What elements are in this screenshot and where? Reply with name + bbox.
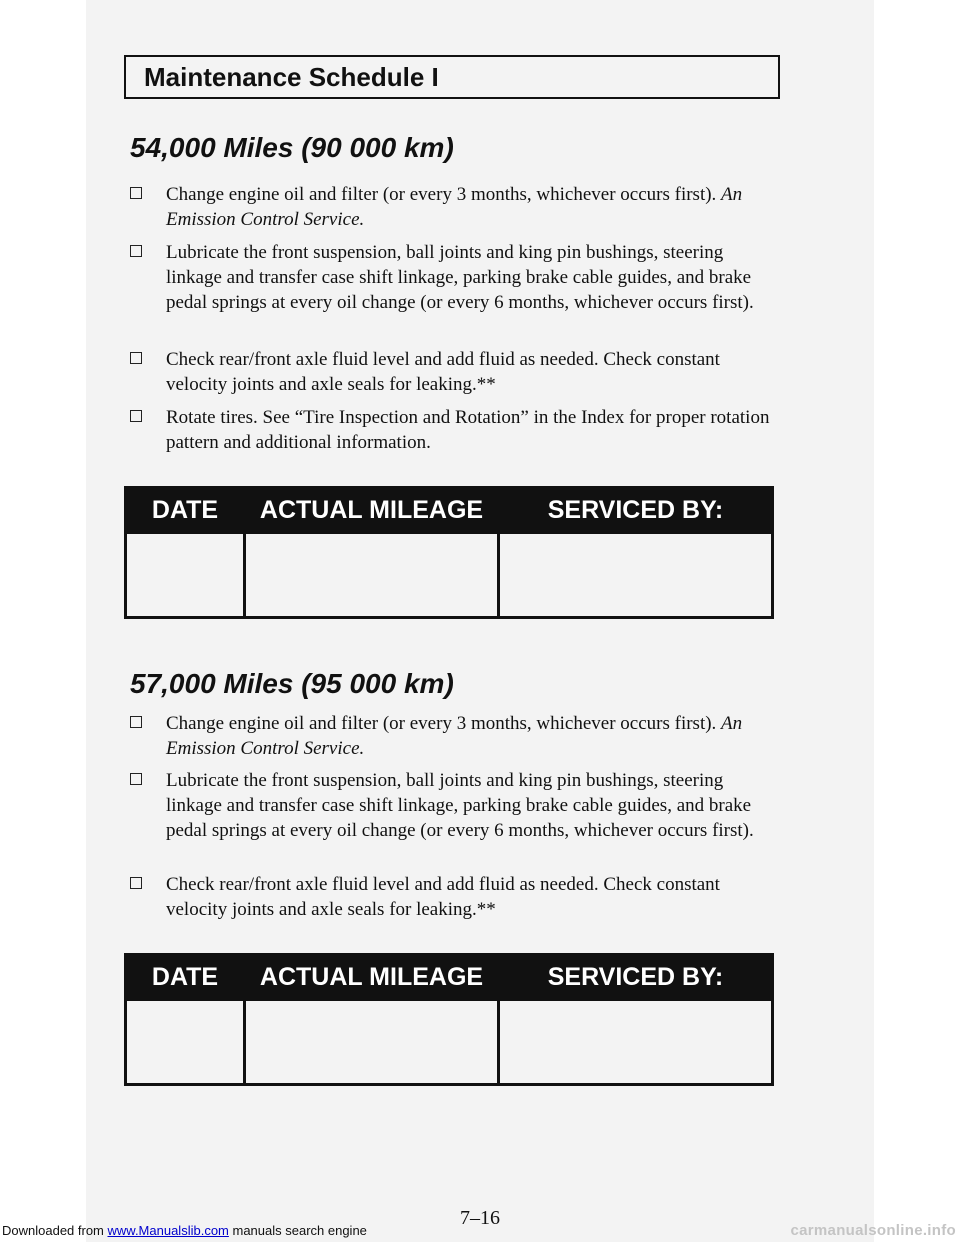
column-header-date: DATE xyxy=(126,488,245,533)
page-title: Maintenance Schedule I xyxy=(144,62,439,92)
checkbox-icon[interactable] xyxy=(130,716,142,728)
item-italic-note: An Emission Control Service. xyxy=(166,184,743,230)
serviced-by-cell[interactable] xyxy=(499,533,773,618)
column-header-mileage: ACTUAL MILEAGE xyxy=(245,488,499,533)
download-note xyxy=(2,1223,367,1238)
watermark-logo: carmanualsonline.info xyxy=(790,1222,956,1239)
section-title-54000: 54,000 Miles (90 000 km) xyxy=(130,132,454,163)
service-log-table xyxy=(124,953,774,1086)
serviced-by-cell[interactable] xyxy=(499,1000,773,1085)
mileage-cell[interactable] xyxy=(245,1000,499,1085)
checklist-item xyxy=(130,240,780,315)
checkbox-icon[interactable] xyxy=(130,187,142,199)
checkbox-icon[interactable] xyxy=(130,773,142,785)
page-number: 7–16 xyxy=(460,1207,500,1229)
item-italic-note: An Emission Control Service. xyxy=(166,713,743,759)
item-text: Lubricate the front suspension, ball joints and king pin bushings, steering linkage and transfer case shift linkage, parking brake cable guides, and brake pedal springs at every oil change (or every 6 months, whichever occurs first). xyxy=(166,242,754,313)
item-text: Change engine oil and filter (or every 3 months, whichever occurs first). xyxy=(166,713,722,734)
item-text: Check rear/front axle fluid level and add fluid as needed. Check constant velocity joints and axle seals for leaking.** xyxy=(166,349,720,395)
table-header-row xyxy=(126,955,773,1000)
download-prefix: Downloaded from xyxy=(2,1223,108,1238)
section-header-box xyxy=(124,55,780,99)
table-row xyxy=(126,533,773,618)
column-header-serviced-by: SERVICED BY: xyxy=(499,955,773,1000)
column-header-date: DATE xyxy=(126,955,245,1000)
checkbox-icon[interactable] xyxy=(130,877,142,889)
item-text: Check rear/front axle fluid level and add fluid as needed. Check constant velocity joints and axle seals for leaking.** xyxy=(166,874,720,920)
manualslib-link[interactable]: www.Manualslib.com xyxy=(107,1223,229,1238)
checklist-item xyxy=(130,182,780,232)
checkbox-icon[interactable] xyxy=(130,352,142,364)
column-header-mileage: ACTUAL MILEAGE xyxy=(245,955,499,1000)
checklist-item xyxy=(130,405,780,455)
download-suffix: manuals search engine xyxy=(228,1223,367,1238)
date-cell[interactable] xyxy=(126,1000,245,1085)
mileage-cell[interactable] xyxy=(245,533,499,618)
checklist-item xyxy=(130,711,780,761)
table-header-row xyxy=(126,488,773,533)
checklist-item xyxy=(130,347,780,397)
section-title-57000: 57,000 Miles (95 000 km) xyxy=(130,668,454,699)
column-header-serviced-by: SERVICED BY: xyxy=(499,488,773,533)
checkbox-icon[interactable] xyxy=(130,245,142,257)
item-text: Lubricate the front suspension, ball joints and king pin bushings, steering linkage and transfer case shift linkage, parking brake cable guides, and brake pedal springs at every oil change (or every 6 months, whichever occurs first). xyxy=(166,770,754,841)
checklist-item xyxy=(130,768,780,843)
item-text: Rotate tires. See “Tire Inspection and Rotation” in the Index for proper rotation pattern and additional information. xyxy=(166,407,770,453)
item-text: Change engine oil and filter (or every 3 months, whichever occurs first). xyxy=(166,184,722,205)
date-cell[interactable] xyxy=(126,533,245,618)
table-row xyxy=(126,1000,773,1085)
checkbox-icon[interactable] xyxy=(130,410,142,422)
service-log-table xyxy=(124,486,774,619)
checklist-item xyxy=(130,872,780,922)
